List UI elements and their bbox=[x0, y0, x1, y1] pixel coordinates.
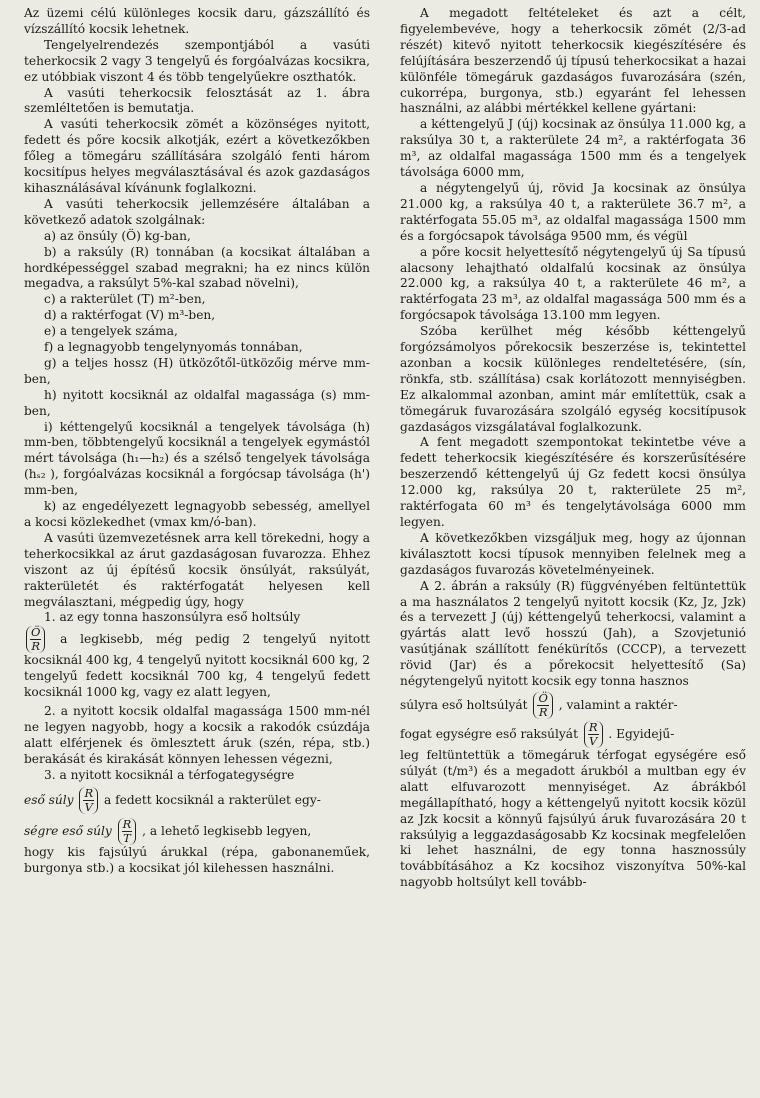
paragraph: A vasúti teherkocsik zömét a közönséges nyitott, fedett és pőre kocsik alkotják, ezért a következőkben főleg a tömegáru szállítására szolgáló fenti három kocsitípus helyes megválasztásával és azok gazdaságos kihasználásával kívánunk foglalkozni. bbox=[24, 117, 370, 195]
list-item: d) a raktérfogat (V) m³-ben, bbox=[44, 308, 216, 323]
right-column bbox=[400, 6, 746, 891]
list-item: 1. az egy tonna haszonsúlyra eső holtsúly bbox=[44, 610, 301, 625]
formula-line: $\frac{Ö}{R}$ a legkisebb, még pedig 2 tengelyű nyitott kocsiknál 400 kg, 4 tengelyű nyitott kocsiknál 600 kg, 2 tengelyű fedett kocsiknál 700 kg, 4 tengelyű fedett kocsiknál 1000 kg, vagy ez alatt legyen, bbox=[24, 625, 371, 700]
fraction: $\frac{Ö}{R}$ bbox=[26, 626, 45, 653]
formula-line: fogat egységre eső raksúlyát $\frac{R}{V}$ . Egyidejű- bbox=[400, 719, 675, 748]
paragraph: A következőkben vizsgáljuk meg, hogy az újonnan kiválasztott kocsi típusok mennyiben felelnek meg a gazdaságos fuvarozás követelményeinek. bbox=[400, 530, 746, 577]
paragraph: Az üzemi célú különleges kocsik daru, gázszállító és vízszállító kocsik lehetnek. bbox=[24, 6, 370, 36]
list-item: k) az engedélyezett legnagyobb sebesség, amellyel a kocsi közlekedhet (vmax km/ó-ban). bbox=[24, 499, 370, 529]
list-item: g) a teljes hossz (H) ütközőtől-ütközőig mérve mm-ben, bbox=[24, 355, 370, 386]
paragraph: A fent megadott szempontokat tekintetbe véve a fedett teherkocsik kiegészítésére és korszerűsítésére beszerzendő kéttengelyű új Gz fedett kocsi önsúlya 12.000 kg, raksúlya 20 t, rakterülete 25 m², raktérfogata 60 m³ és tengelytávolsága 6000 mm legyen. bbox=[400, 435, 746, 529]
list-item: f) a legnagyobb tengelynyomás tonnában, bbox=[44, 340, 303, 355]
paragraph: A megadott feltételeket és azt a célt, figyelembevéve, hogy a teherkocsik zömét (2/3-ad részét) kitevő nyitott teherkocsik kiegészítésére és felújítására beszerzendő új típusú teherkocsikat a hazai különféle tömegáruk gazdaságos fuvarozására (szén, cukorrépa, burgonya, stb.) egyaránt fel lehessen használni, az alábbi mértékkel kellene gyártani: bbox=[400, 6, 746, 116]
paragraph: leg feltüntettük a tömegáruk térfogat egységére eső súlyát (t/m³) és a megadott árukból a multban egy év alatt elfuvarozott mennyiséget. Az ábrákból megállapítható, hogy a kéttengelyű nyitott kocsik közül az Jzk kocsit a könnyű fajsúlyú áruk fuvarozására 20 t raksúlyig a leggazdaságosabb Kz kocsinak megfelelően ki lehet használni, de egy tonna hasznossúly továbbításához a Kz kocsihoz viszonyítva 50%-kal nagyobb holtsúlyt kell tovább- bbox=[400, 747, 746, 890]
paragraph: A 2. ábrán a raksúly (R) függvényében feltüntettük a ma használatos 2 tengelyű nyitott kocsik (Kz, Jz, Jzk) és a tervezett J (új) kéttengelyű teherkocsi, valamint a gyártás alatt levő hosszú (Jah), a Szovjetunió vasútjának szállított fenékürítős (CCCP), a tervezett rövid (Jar) és a pőrekocsit helyettesítő (Sa) négytengelyű nyitott kocsik egy tonna hasznos bbox=[400, 578, 746, 689]
paragraph: hogy kis fajsúlyú árukkal (répa, gabonaneműek, burgonya stb.) a kocsikat jól kilehessen használni. bbox=[24, 844, 370, 875]
fraction: $\frac{R}{T}$ bbox=[118, 818, 137, 845]
formula-line: eső súly $\frac{R}{V}$ a fedett kocsiknál a rakterület egy- bbox=[24, 785, 321, 814]
list-item: 3. a nyitott kocsiknál a térfogategységre bbox=[44, 767, 295, 782]
paragraph: Tengelyelrendezés szempontjából a vasúti teherkocsik 2 vagy 3 tengelyű és forgóalvázas kocsikra, ez utóbbiak viszont 4 és több tengelyűekre oszthatók. bbox=[24, 37, 370, 84]
fraction: $\frac{Ö}{R}$ bbox=[533, 692, 552, 719]
fraction: $\frac{R}{V}$ bbox=[584, 721, 603, 748]
paragraph: a négytengelyű új, rövid Ja kocsinak az önsúlya 21.000 kg, a raksúlya 40 t, a rakterülete 36.7 m², a raktérfogata 55.05 m³, az oldalfal magassága 1500 mm és a forgócsapok távolsága 9500 mm, és végül bbox=[400, 180, 746, 243]
list-item: e) a tengelyek száma, bbox=[44, 324, 178, 339]
paragraph: a pőre kocsit helyettesítő négytengelyű új Sa típusú alacsony lehajtható oldalfalú kocsinak az önsúlya 22.000 kg, a raksúlya 40 t, a rakterülete 46 m², a raktérfogata 23 m³, az oldalfal magassága 500 mm és a forgócsapok távolsága 13.100 mm legyen. bbox=[400, 244, 746, 323]
paragraph: A vasúti üzemvezetésnek arra kell törekedni, hogy a teherkocsikkal az árut gazdaságosan fuvarozza. Ehhez viszont az új építésű kocsik önsúlyát, raksúlyát, rakterületét és raktérfogatát helyesen kell megválasztani, mégpedig úgy, hogy bbox=[24, 530, 370, 609]
paragraph: A vasúti teherkocsik jellemzésére általában a következő adatok szolgálnak: bbox=[24, 196, 370, 227]
formula-line: ségre eső súly $\frac{R}{T}$ , a lehető legkisebb legyen, bbox=[24, 816, 312, 845]
paragraph: Szóba kerülhet még később kéttengelyű forgózsámolyos pőrekocsik beszerzése is, tekintettel azonban a kocsik különleges rendeltetésére, (sín, rönkfa, stb. szállítása) csak korlátozott mennyiségben. Ez alkalommal azonban, amint már említettük, csak a tömegáruk fuvarozására szolgáló egység kocsitípusok gazdaságos vizsgálatával foglalkozunk. bbox=[400, 324, 746, 434]
paragraph: A vasúti teherkocsik felosztását az 1. ábra szemléltetően is bemutatja. bbox=[24, 85, 370, 116]
list-item: h) nyitott kocsiknál az oldalfal magassága (s) mm-ben, bbox=[24, 387, 370, 418]
left-column bbox=[24, 6, 370, 891]
list-item: b) a raksúly (R) tonnában (a kocsikat általában a hordképességgel szabad megrakni; ha ez nincs külön megadva, a raksúlyt 5%-kal szabad növelni), bbox=[24, 244, 370, 291]
formula-line: súlyra eső holtsúlyát $\frac{Ö}{R}$ , valamint a raktér- bbox=[400, 690, 678, 719]
list-item: 2. a nyitott kocsik oldalfal magassága 1500 mm-nél ne legyen nagyobb, hogy a kocsik a rakodók csúzdája alatt elférjenek és ömlesztett áruk (szén, répa, stb.) berakását és kirakását könnyen lehessen végezni, bbox=[24, 704, 370, 766]
list-item: a) az önsúly (Ö) kg-ban, bbox=[44, 228, 191, 243]
fraction: $\frac{R}{V}$ bbox=[79, 787, 98, 814]
paragraph: a kéttengelyű J (új) kocsinak az önsúlya 11.000 kg, a raksúlya 30 t, a rakterülete 24 m², a raktérfogata 36 m³, az oldalfal magassága 1500 mm és a tengelyek távolsága 6000 mm, bbox=[400, 117, 746, 180]
list-item: c) a rakterület (T) m²-ben, bbox=[44, 292, 206, 307]
list-item: i) kéttengelyű kocsiknál a tengelyek távolsága (h) mm-ben, többtengelyű kocsiknál a tengelyek egymástól mért távolsága (h₁—h₂) és a szélső tengelyek távolsága (hₛ₂ ), forgóalvázas kocsiknál a forgócsap távolsága (h') mm-ben, bbox=[24, 419, 370, 498]
